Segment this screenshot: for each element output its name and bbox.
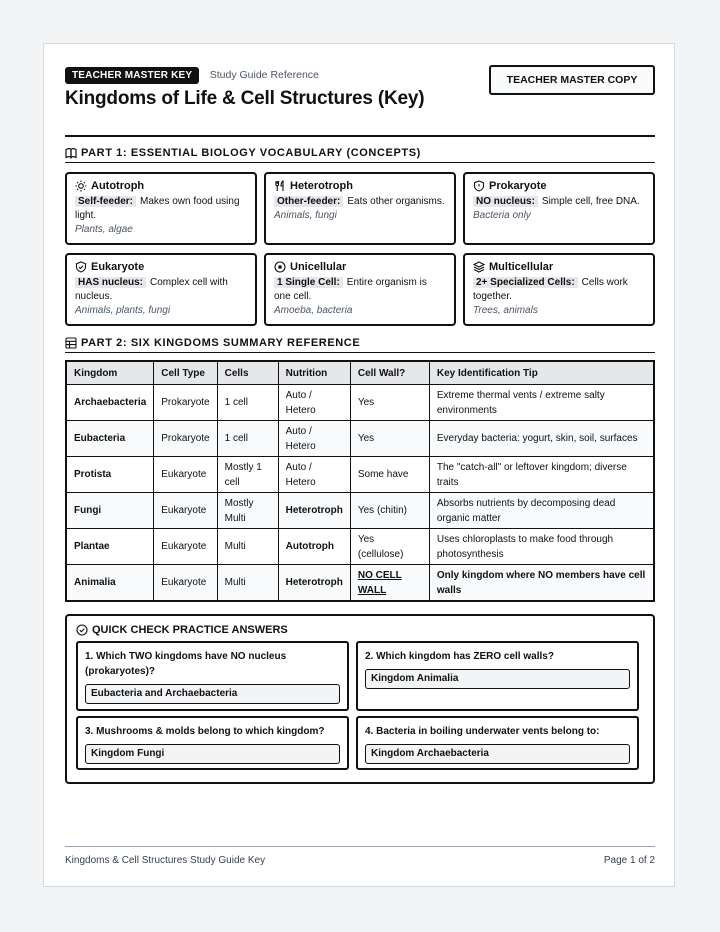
column-header: Cell Type (154, 361, 217, 385)
table-cell: NO CELL WALL (350, 565, 429, 602)
layers-icon (473, 261, 485, 273)
column-header: Key Identification Tip (429, 361, 654, 385)
table-cell: Eukaryote (154, 529, 217, 565)
table-row (66, 385, 654, 421)
table-cell: Extreme thermal vents / extreme salty environments (429, 385, 654, 421)
card-key: HAS nucleus: (75, 277, 146, 288)
shield-check-icon (75, 261, 87, 273)
worksheet-page (43, 43, 675, 887)
table-cell: Multi (217, 565, 278, 602)
question-text: 4. Bacteria in boiling underwater vents belong to: (365, 726, 600, 737)
table-header-row (66, 361, 654, 385)
card-example: Animals, fungi (274, 210, 337, 221)
table-cell: Everyday bacteria: yogurt, skin, soil, surfaces (429, 421, 654, 457)
table-row (66, 457, 654, 493)
card-title: Autotroph (91, 180, 145, 192)
footer-title: Kingdoms & Cell Structures Study Guide Key (65, 855, 266, 866)
table-cell: 1 cell (217, 421, 278, 457)
card-key: Other-feeder: (274, 196, 343, 207)
vocab-cards (65, 172, 655, 326)
table-row (66, 493, 654, 529)
card-example: Animals, plants, fungi (75, 305, 171, 316)
table-cell: Heterotroph (278, 493, 350, 529)
check-circle-icon (76, 624, 88, 636)
column-header: Kingdom (66, 361, 154, 385)
card-definition: Simple cell, free DNA. (541, 196, 640, 207)
page-title: Kingdoms of Life & Cell Structures (Key) (65, 88, 425, 109)
page-number: Page 1 of 2 (603, 855, 655, 866)
table-cell: Animalia (66, 565, 154, 602)
column-header: Cells (217, 361, 278, 385)
card-title: Multicellular (489, 261, 554, 273)
column-header: Cell Wall? (350, 361, 429, 385)
question-box (76, 641, 349, 711)
part1-heading-text: PART 1: ESSENTIAL BIOLOGY VOCABULARY (CONCEPTS) (81, 147, 421, 159)
table-cell: Yes (350, 385, 429, 421)
table-cell: Some have (350, 457, 429, 493)
question-text: 2. Which kingdom has ZERO cell walls? (365, 651, 554, 662)
utensils-icon (274, 180, 286, 192)
table-cell: Auto / Hetero (278, 385, 350, 421)
part2-heading-text: PART 2: SIX KINGDOMS SUMMARY REFERENCE (81, 337, 361, 349)
question-box (76, 716, 349, 770)
question-text: 1. Which TWO kingdoms have NO nucleus (prokaryotes)? (85, 651, 287, 677)
answer-field: Eubacteria and Archaebacteria (85, 684, 340, 704)
table-cell: Auto / Hetero (278, 421, 350, 457)
card-example: Trees, animals (473, 305, 538, 316)
table-cell: Eukaryote (154, 457, 217, 493)
card-key: Self-feeder: (75, 196, 136, 207)
card-example: Amoeba, bacteria (274, 305, 353, 316)
card-definition: Makes own food using light. (75, 196, 240, 221)
card-title: Heterotroph (290, 180, 353, 192)
table-cell: Prokaryote (154, 421, 217, 457)
part1-heading (65, 147, 655, 163)
table-cell: The "catch-all" or leftover kingdom; diverse traits (429, 457, 654, 493)
quick-check-heading-text: QUICK CHECK PRACTICE ANSWERS (92, 624, 288, 636)
book-icon (65, 147, 77, 159)
header-subtitle: Study Guide Reference (209, 69, 319, 81)
circle-dot-icon (274, 261, 286, 273)
table-icon (65, 337, 77, 349)
card-definition: Eats other organisms. (347, 196, 445, 207)
part2-heading (65, 337, 655, 353)
card-title: Eukaryote (91, 261, 145, 273)
shield-icon (473, 180, 485, 192)
table-cell: Mostly 1 cell (217, 457, 278, 493)
table-cell: 1 cell (217, 385, 278, 421)
table-row (66, 421, 654, 457)
table-cell: Auto / Hetero (278, 457, 350, 493)
table-cell: Fungi (66, 493, 154, 529)
table-cell: Mostly Multi (217, 493, 278, 529)
card-definition: Complex cell with nucleus. (75, 277, 228, 302)
question-box (356, 641, 639, 711)
card-example: Bacteria only (473, 210, 531, 221)
card-title: Prokaryote (489, 180, 547, 192)
quick-check-grid (76, 641, 644, 770)
master-copy-box: TEACHER MASTER COPY (489, 65, 655, 95)
answer-field: Kingdom Fungi (85, 744, 340, 764)
table-cell: Yes (cellulose) (350, 529, 429, 565)
page-header (65, 65, 655, 137)
vocab-card-heterotroph (264, 172, 456, 245)
table-cell: Uses chloroplasts to make food through photosynthesis (429, 529, 654, 565)
teacher-key-badge: TEACHER MASTER KEY (65, 67, 199, 84)
table-cell: Multi (217, 529, 278, 565)
question-box (356, 716, 639, 770)
table-cell: Only kingdom where NO members have cell walls (429, 565, 654, 602)
table-cell: Eubacteria (66, 421, 154, 457)
table-cell: Yes (chitin) (350, 493, 429, 529)
table-cell: Heterotroph (278, 565, 350, 602)
sun-icon (75, 180, 87, 192)
card-definition: Entire organism is one cell. (274, 277, 427, 302)
kingdoms-table (65, 360, 655, 602)
card-key: 1 Single Cell: (274, 277, 343, 288)
quick-check-panel (65, 614, 655, 784)
card-definition: Cells work together. (473, 277, 628, 302)
table-cell: Absorbs nutrients by decomposing dead organic matter (429, 493, 654, 529)
table-cell: Autotroph (278, 529, 350, 565)
vocab-card-multicellular (463, 253, 655, 326)
table-cell: Eukaryote (154, 565, 217, 602)
card-example: Plants, algae (75, 224, 133, 235)
table-cell: Protista (66, 457, 154, 493)
table-row (66, 529, 654, 565)
table-row (66, 565, 654, 602)
question-text: 3. Mushrooms & molds belong to which kingdom? (85, 726, 325, 737)
page-footer (65, 846, 655, 866)
column-header: Nutrition (278, 361, 350, 385)
answer-field: Kingdom Archaebacteria (365, 744, 630, 764)
table-cell: Yes (350, 421, 429, 457)
card-key: NO nucleus: (473, 196, 538, 207)
table-cell: Eukaryote (154, 493, 217, 529)
table-cell: Archaebacteria (66, 385, 154, 421)
vocab-card-eukaryote (65, 253, 257, 326)
card-title: Unicellular (290, 261, 347, 273)
table-cell: Plantae (66, 529, 154, 565)
answer-field: Kingdom Animalia (365, 669, 630, 689)
card-key: 2+ Specialized Cells: (473, 277, 578, 288)
vocab-card-prokaryote (463, 172, 655, 245)
vocab-card-unicellular (264, 253, 456, 326)
table-cell: Prokaryote (154, 385, 217, 421)
quick-check-heading (76, 624, 644, 636)
vocab-card-autotroph (65, 172, 257, 245)
